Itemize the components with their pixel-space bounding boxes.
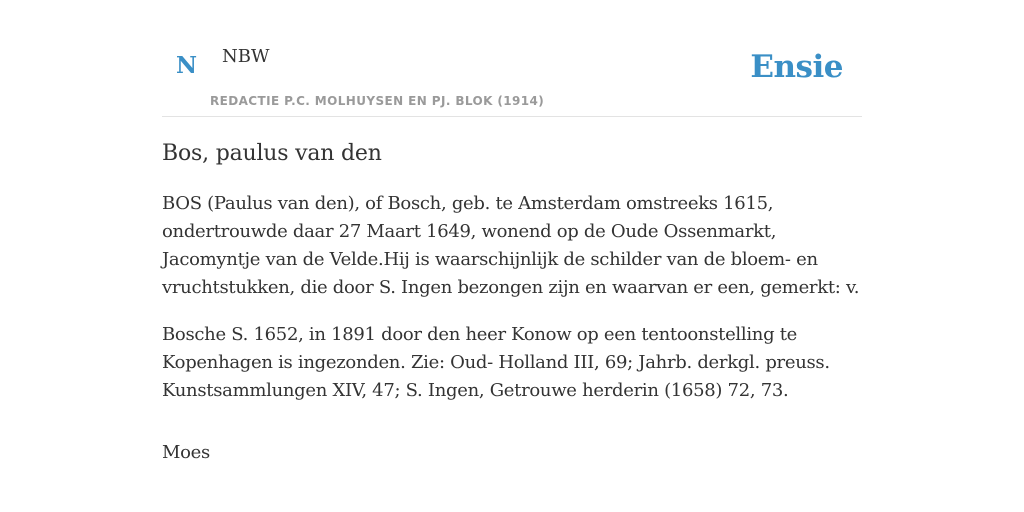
entry-paragraph: BOS (Paulus van den), of Bosch, geb. te Amsterdam omstreeks 1615, ondertrouwde daar 27 Maart 1649, wonend op de Oude Ossenmarkt, Jacomyntje van de Velde.Hij is waarschijnlijk de schilder van de bloem- en vruchtstukken, die door S. Ingen bezongen zijn en waarvan er een, gemerkt: v. xyxy=(162,193,860,298)
page-title: Bos, paulus van den xyxy=(162,141,382,166)
source-logo[interactable]: N xyxy=(176,52,198,79)
entry-content xyxy=(162,138,862,467)
entry-author: Moes xyxy=(162,442,210,463)
source-title[interactable]: NBW xyxy=(222,46,270,67)
brand-logo[interactable]: Ensie xyxy=(750,49,843,85)
source-subtitle: REDACTIE P.C. MOLHUYSEN EN PJ. BLOK (1914) xyxy=(210,94,545,108)
header xyxy=(162,0,862,117)
entry-paragraph: Bosche S. 1652, in 1891 door den heer Konow op een tentoonstelling te Kopenhagen is ingezonden. Zie: Oud- Holland III, 69; Jahrb. derkgl. preuss. Kunstsammlungen XIV, 47; S. Ingen, Getrouwe herderin (1658) 72, 73. xyxy=(162,324,830,401)
